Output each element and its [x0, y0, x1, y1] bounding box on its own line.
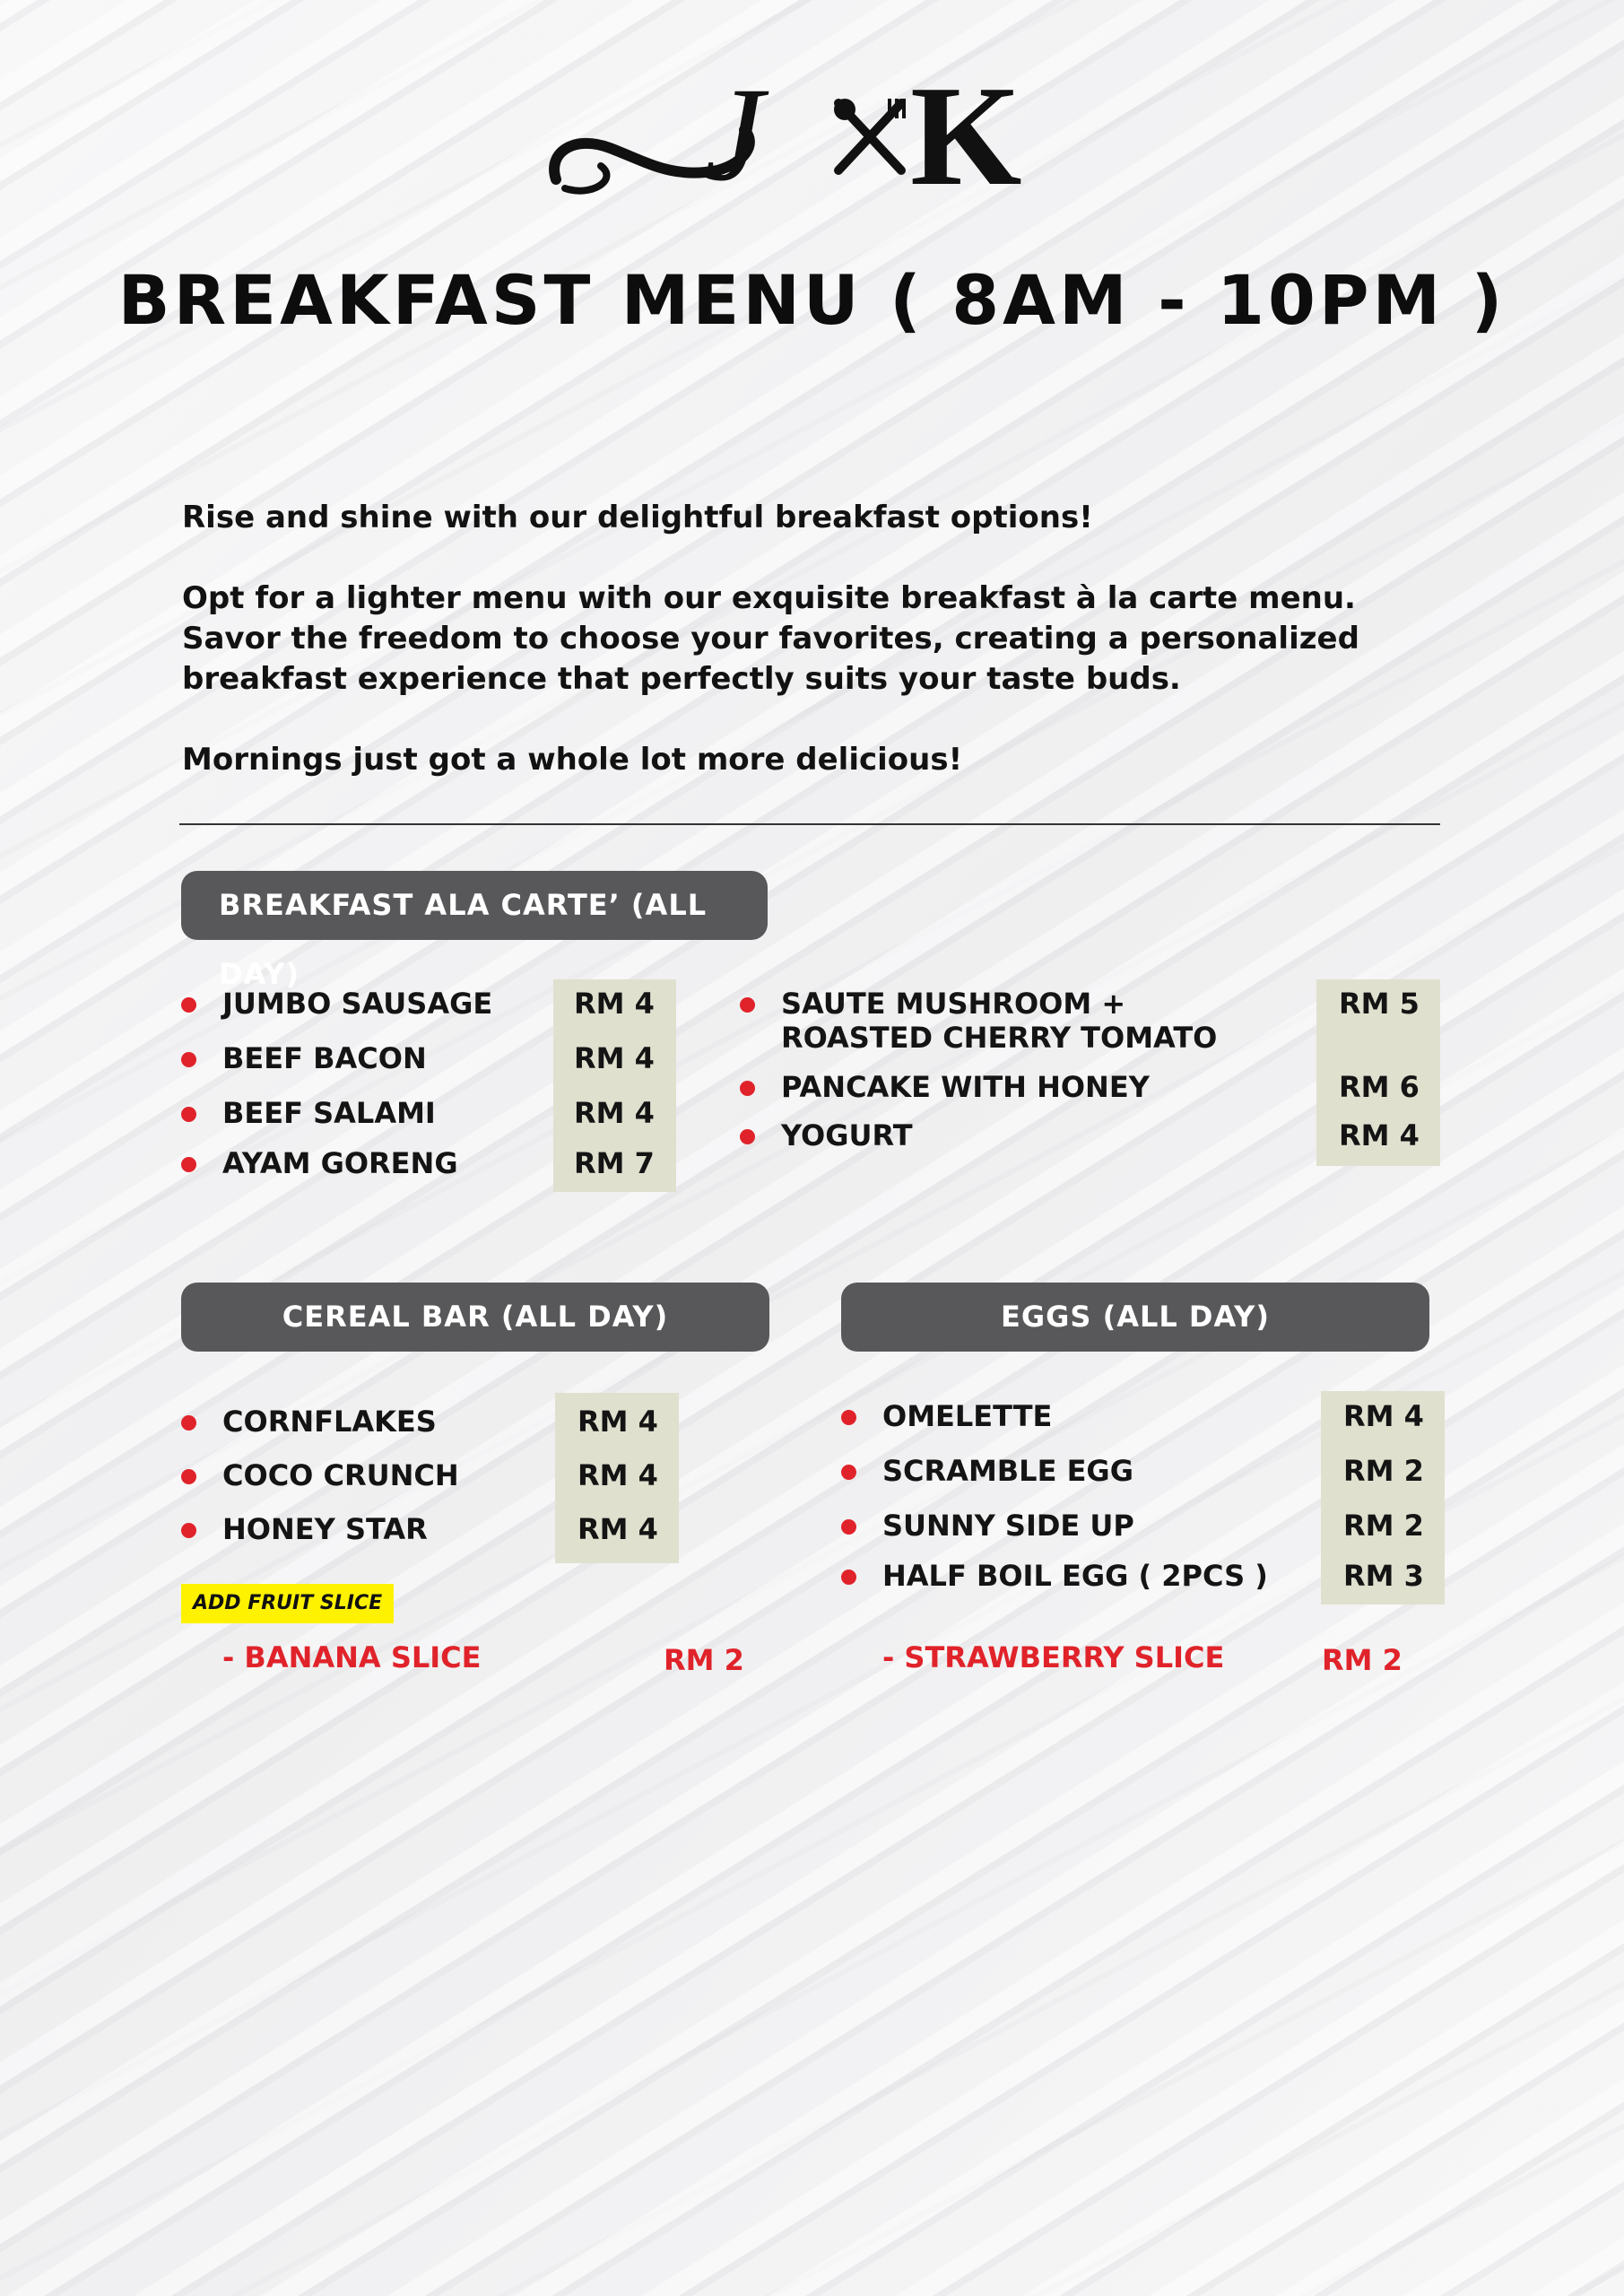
- bullet-icon: [841, 1465, 856, 1480]
- page-title: BREAKFAST MENU ( 8AM - 10PM ): [117, 260, 1507, 340]
- item-price: RM 4: [578, 1458, 658, 1492]
- item-price: RM 4: [1339, 1118, 1420, 1152]
- bullet-icon: [181, 1157, 196, 1172]
- intro-line: Opt for a lighter menu with our exquisite breakfast à la carte menu.: [182, 580, 1356, 616]
- addon-price: RM 2: [1322, 1643, 1403, 1677]
- section-header-eggs: EGGS (ALL DAY): [841, 1283, 1429, 1352]
- item-price: RM 4: [574, 1096, 655, 1130]
- item-name: BEEF SALAMI: [222, 1096, 436, 1130]
- item-name: JUMBO SAUSAGE: [222, 987, 493, 1021]
- item-price: RM 4: [574, 1041, 655, 1075]
- bullet-icon: [740, 997, 755, 1013]
- bullet-icon: [181, 1523, 196, 1538]
- item-price: RM 4: [1343, 1399, 1424, 1433]
- item-price: RM 3: [1343, 1559, 1424, 1593]
- divider: [179, 823, 1440, 825]
- item-price: RM 5: [1339, 987, 1420, 1021]
- item-name: BEEF BACON: [222, 1041, 427, 1075]
- intro-line: Savor the freedom to choose your favorites, creating a personalized: [182, 621, 1359, 657]
- item-name: OMELETTE: [882, 1399, 1053, 1433]
- bullet-icon: [740, 1081, 755, 1096]
- bullet-icon: [181, 1415, 196, 1431]
- item-name: CORNFLAKES: [222, 1405, 437, 1439]
- item-name: AYAM GORENG: [222, 1146, 458, 1180]
- logo-letter-k: K: [910, 63, 1022, 215]
- item-price: RM 2: [1343, 1509, 1424, 1543]
- item-name-line: SAUTE MUSHROOM +: [781, 987, 1126, 1021]
- section-header-ala-carte: BREAKFAST ALA CARTE’ (ALL DAY): [181, 871, 768, 940]
- bullet-icon: [181, 1469, 196, 1484]
- section-header-cereal: CEREAL BAR (ALL DAY): [181, 1283, 769, 1352]
- add-fruit-slice-tag: ADD FRUIT SLICE: [181, 1584, 394, 1623]
- item-price: RM 4: [578, 1512, 658, 1546]
- intro-line: breakfast experience that perfectly suits your taste buds.: [182, 661, 1181, 697]
- intro-line: Mornings just got a whole lot more delicious!: [182, 742, 963, 778]
- item-name-line: ROASTED CHERRY TOMATO: [781, 1021, 1218, 1055]
- item-name: SUNNY SIDE UP: [882, 1509, 1134, 1543]
- intro-line: Rise and shine with our delightful breakfast options!: [182, 500, 1093, 535]
- item-price: RM 4: [578, 1405, 658, 1439]
- logo-letter-j: J: [704, 63, 764, 209]
- item-price: RM 2: [1343, 1454, 1424, 1488]
- item-name: HONEY STAR: [222, 1512, 428, 1546]
- addon-name: - BANANA SLICE: [222, 1640, 482, 1674]
- addon-price: RM 2: [664, 1643, 744, 1677]
- bullet-icon: [181, 1107, 196, 1122]
- bullet-icon: [841, 1519, 856, 1535]
- item-name: [781, 987, 1217, 1055]
- item-price: RM 4: [574, 987, 655, 1021]
- item-name: COCO CRUNCH: [222, 1458, 459, 1492]
- restaurant-logo: [538, 63, 1094, 215]
- bullet-icon: [181, 1052, 196, 1067]
- bullet-icon: [181, 997, 196, 1013]
- logo-graphic: [538, 63, 1094, 215]
- item-name: SCRAMBLE EGG: [882, 1454, 1133, 1488]
- item-price: RM 7: [574, 1146, 655, 1180]
- fork-knife-icon: [834, 99, 904, 170]
- bullet-icon: [841, 1410, 856, 1425]
- addon-name: - STRAWBERRY SLICE: [882, 1640, 1225, 1674]
- item-price: RM 6: [1339, 1070, 1420, 1104]
- bullet-icon: [740, 1129, 755, 1144]
- item-name: YOGURT: [781, 1118, 913, 1152]
- item-name: HALF BOIL EGG ( 2PCS ): [882, 1559, 1268, 1593]
- item-name: PANCAKE WITH HONEY: [781, 1070, 1150, 1104]
- intro-text: [182, 498, 1482, 780]
- bullet-icon: [841, 1570, 856, 1585]
